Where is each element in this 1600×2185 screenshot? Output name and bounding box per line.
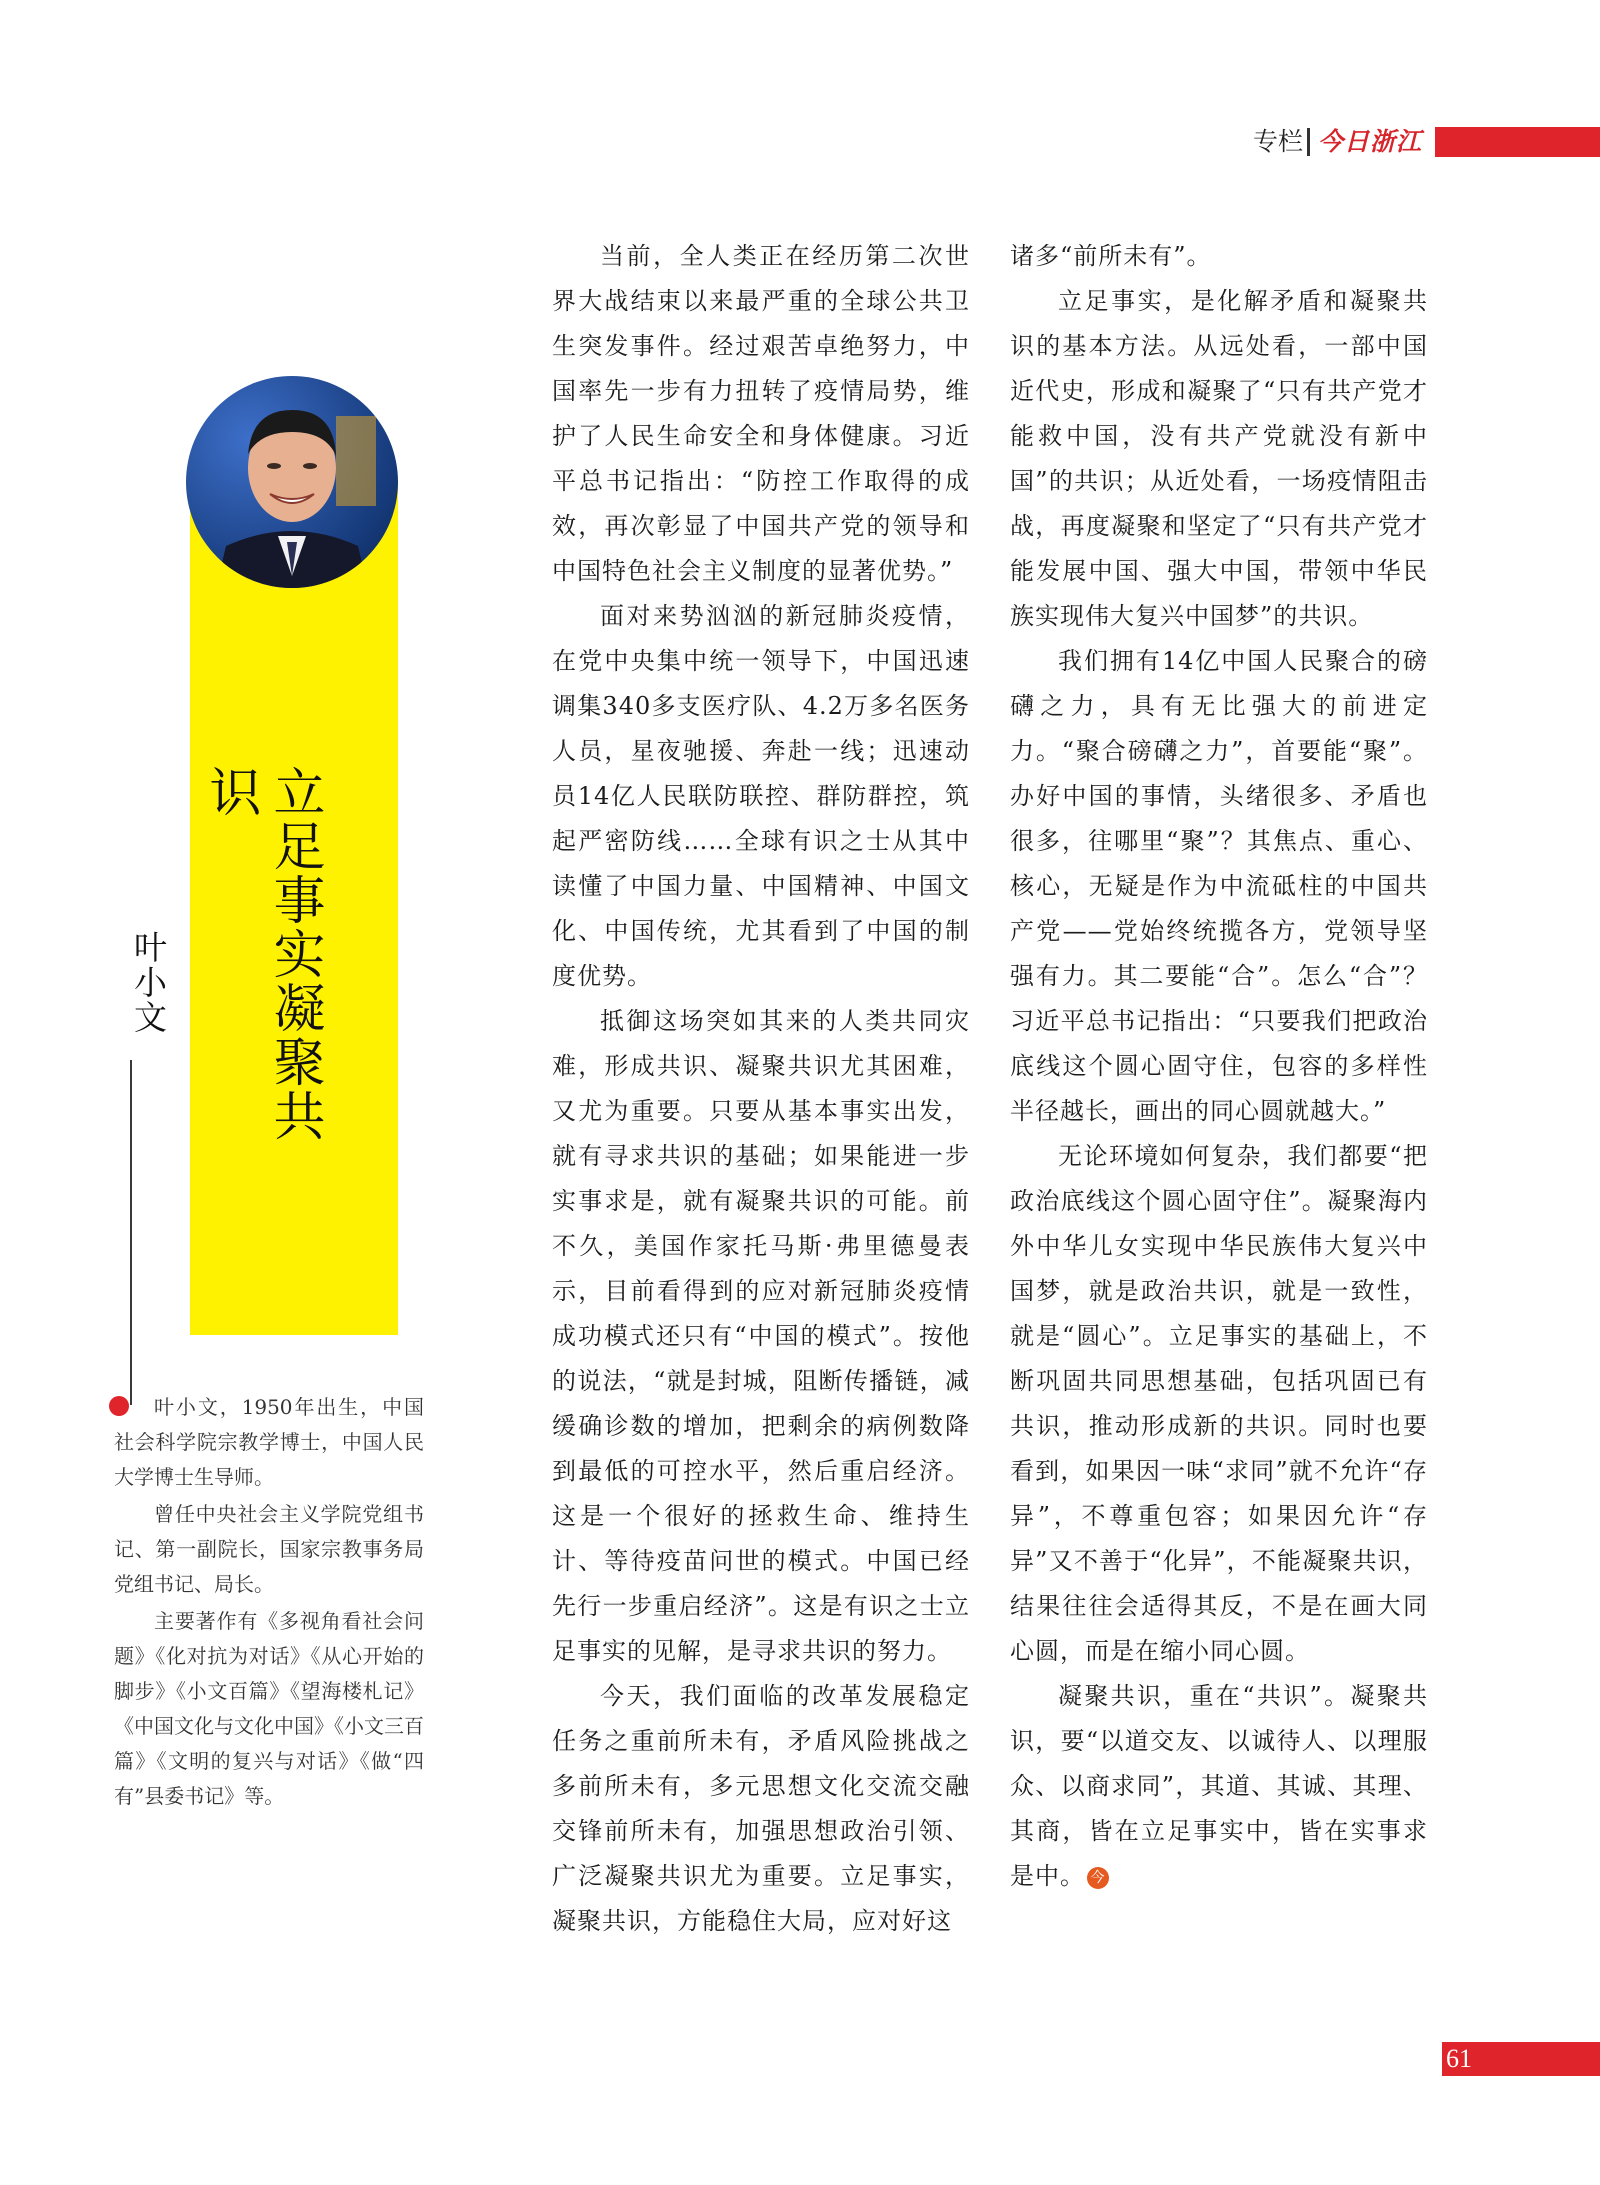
body-paragraph: 今天，我们面临的改革发展稳定任务之重前所未有，矛盾风险挑战之多前所未有，多元思想文化交流交融交锋前所未有，加强思想政治引领、广泛凝聚共识尤为重要。立足事实，凝聚共识，方能稳住大局，应对好这 bbox=[552, 1682, 970, 1935]
bio-paragraph: 主要著作有《多视角看社会问题》《化对抗为对话》《从心开始的脚步》《小文百篇》《望海楼札记》《中国文化与文化中国》《小文三百篇》《文明的复兴与对话》《做“四有”县委书记》等。 bbox=[114, 1609, 424, 1808]
body-column-2 bbox=[1010, 234, 1428, 1899]
page-number: 61 bbox=[1446, 2044, 1472, 2073]
bio-paragraph: 叶小文，1950年出生，中国社会科学院宗教学博士，中国人民大学博士生导师。 bbox=[114, 1395, 424, 1489]
body-paragraph: 面对来势汹汹的新冠肺炎疫情，在党中央集中统一领导下，中国迅速调集340多支医疗队、4.2万多名医务人员，星夜驰援、奔赴一线；迅速动员14亿人民联防联控、群防群控，筑起严密防线……全球有识之士从其中读懂了中国力量、中国精神、中国文化、中国传统，尤其看到了中国的制度优势。 bbox=[552, 602, 970, 990]
magazine-logo: 今日浙江 bbox=[1318, 127, 1423, 156]
body-paragraph-text: 凝聚共识，重在“共识”。凝聚共识，要“以道交友、以诚待人、以理服众、以商求同”，其道、其诚、其理、其商，皆在立足事实中，皆在实事求是中。 bbox=[1010, 1682, 1428, 1890]
body-paragraph: 无论环境如何复杂，我们都要“把政治底线这个圆心固守住”。凝聚海内外中华儿女实现中华民族伟大复兴中国梦，就是政治共识，就是一致性，就是“圆心”。立足事实的基础上，不断巩固共同思想基础，包括巩固已有共识，推动形成新的共识。同时也要看到，如果因一味“求同”就不允许“存异”，不尊重包容；如果因允许“存异”又不善于“化异”，不能凝聚共识，结果往往会适得其反，不是在画大同心圆，而是在缩小同心圆。 bbox=[1010, 1142, 1428, 1665]
body-paragraph: 当前，全人类正在经历第二次世界大战结束以来最严重的全球公共卫生突发事件。经过艰苦卓绝努力，中国率先一步有力扭转了疫情局势，维护了人民生命安全和身体健康。习近平总书记指出：“防控工作取得的成效，再次彰显了中国共产党的领导和中国特色社会主义制度的显著优势。” bbox=[552, 242, 970, 585]
body-paragraph: 我们拥有14亿中国人民聚合的磅礴之力，具有无比强大的前进定力。“聚合磅礴之力”，首要能“聚”。办好中国的事情，头绪很多、矛盾也很多，往哪里“聚”？其焦点、重心、核心，无疑是作为中流砥柱的中国共产党——党始终统揽各方，党领导坚强有力。其二要能“合”。怎么“合”？习近平总书记指出：“只要我们把政治底线这个圆心固守住，包容的多样性半径越长，画出的同心圆就越大。” bbox=[1010, 647, 1428, 1125]
author-divider-line bbox=[130, 1060, 132, 1405]
author-name: 叶小文 bbox=[129, 930, 168, 1035]
header-divider bbox=[1307, 128, 1310, 156]
bio-paragraph: 曾任中央社会主义学院党组书记、第一副院长，国家宗教事务局党组书记、局长。 bbox=[114, 1502, 424, 1596]
article-title: 立足事实凝聚共识 bbox=[200, 765, 324, 1143]
author-portrait-icon bbox=[186, 376, 398, 588]
author-bio bbox=[114, 1390, 424, 1816]
column-label: 专栏 bbox=[1253, 127, 1304, 156]
page-header bbox=[0, 126, 1600, 158]
body-column-1 bbox=[552, 234, 970, 1944]
body-paragraph: 立足事实，是化解矛盾和凝聚共识的基本方法。从远处看，一部中国近代史，形成和凝聚了“只有共产党才能救中国，没有共产党就没有新中国”的共识；从近处看，一场疫情阻击战，再度凝聚和坚定了“只有共产党才能发展中国、强大中国，带领中华民族实现伟大复兴中国梦”的共识。 bbox=[1010, 287, 1428, 630]
body-paragraph-continued: 诸多“前所未有”。 bbox=[1010, 242, 1212, 270]
header-accent-bar bbox=[1435, 127, 1600, 157]
body-paragraph-last bbox=[1010, 1674, 1428, 1899]
article-end-icon: 今 bbox=[1087, 1867, 1109, 1889]
body-paragraph: 抵御这场突如其来的人类共同灾难，形成共识、凝聚共识尤其困难，又尤为重要。只要从基本事实出发，就有寻求共识的基础；如果能进一步实事求是，就有凝聚共识的可能。前不久，美国作家托马斯·弗里德曼表示，目前看得到的应对新冠肺炎疫情成功模式还只有“中国的模式”。按他的说法，“就是封城，阻断传播链，减缓确诊数的增加，把剩余的病例数降到最低的可控水平，然后重启经济。这是一个很好的拯救生命、维持生计、等待疫苗问世的模式。中国已经先行一步重启经济”。这是有识之士立足事实的见解，是寻求共识的努力。 bbox=[552, 1007, 970, 1665]
